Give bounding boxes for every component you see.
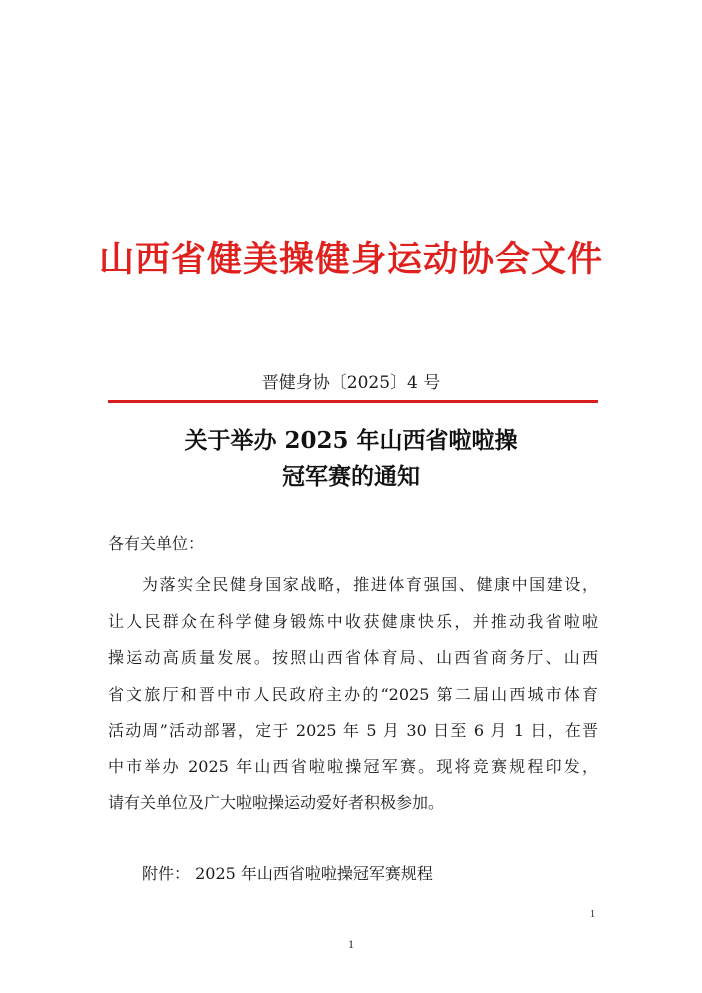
- page-number-center: 1: [348, 937, 354, 951]
- body-line-5: 活动周”活动部署，定于 2025 年 5 月 30 日至 6 月 1 日，在晋: [108, 721, 598, 740]
- body-line-4: 省文旅厅和晋中市人民政府主办的“2025 第二届山西城市体育: [108, 685, 598, 704]
- notice-title-line-1: 关于举办 2025 年山西省啦啦操: [184, 427, 518, 454]
- red-divider-line: [108, 400, 598, 403]
- body-line-1: 为落实全民健身国家战略，推进体育强国、健康中国建设，: [142, 575, 598, 594]
- body-line-6: 中市举办 2025 年山西省啦啦操冠军赛。现将竞赛规程印发，: [108, 757, 598, 776]
- salutation: 各有关单位：: [108, 534, 205, 553]
- body-line-7: 请有关单位及广大啦啦操运动爱好者积极参加。: [108, 793, 445, 812]
- document-number: 晋健身协〔2025〕4 号: [261, 373, 441, 393]
- attachment-line: 附件： 2025 年山西省啦啦操冠军赛规程: [142, 864, 433, 883]
- body-line-3: 操运动高质量发展。按照山西省体育局、山西省商务厅、山西: [108, 648, 598, 667]
- body-line-2: 让人民群众在科学健身锻炼中收获健康快乐，并推动我省啦啦: [108, 612, 598, 631]
- org-document-title: 山西省健美操健身运动协会文件: [98, 239, 603, 280]
- page-number-right: 1: [590, 909, 595, 920]
- notice-title-line-2: 冠军赛的通知: [282, 463, 420, 490]
